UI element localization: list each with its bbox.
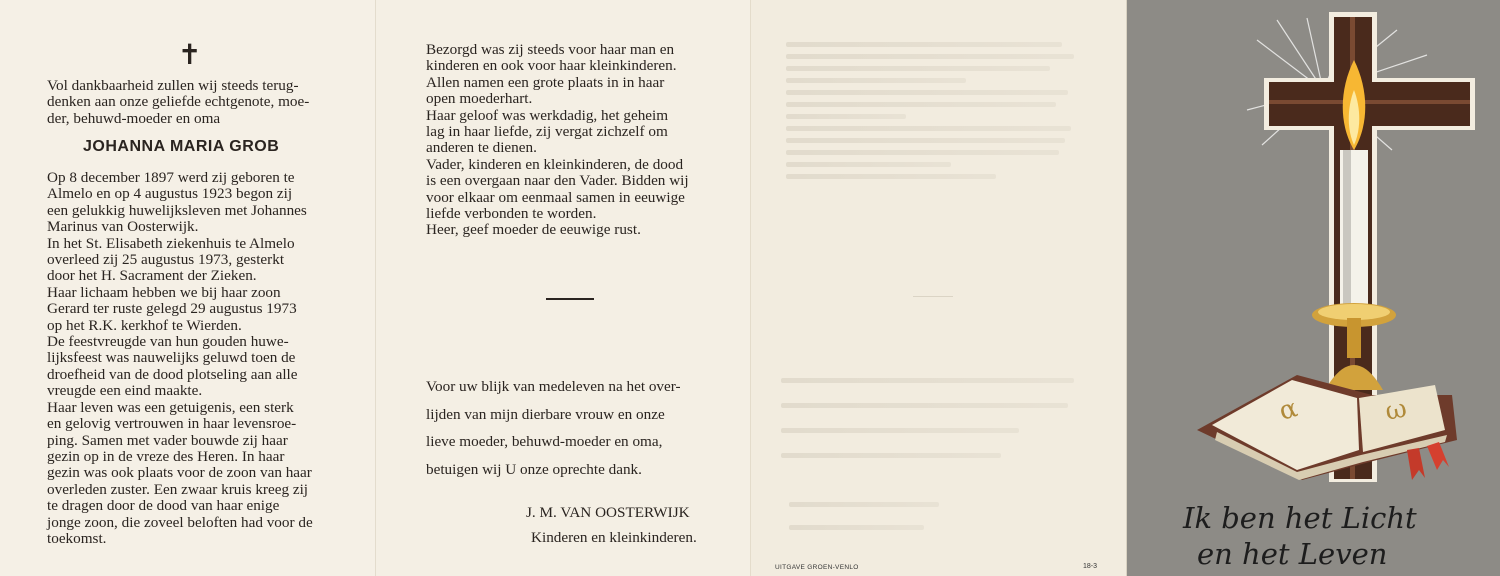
bio-line: Gerard ter ruste gelegd 29 augustus 1973: [47, 300, 297, 318]
tribute-line: Haar geloof was werkdadig, het geheim: [426, 106, 669, 124]
bio-line: jonge zoon, die zoveel beloften had voor de: [47, 513, 313, 531]
intro-line: denken aan onze geliefde echtgenote, moe-: [47, 93, 310, 111]
bio-line: op het R.K. kerkhof te Wierden.: [47, 316, 242, 334]
tribute-line: Bezorgd was zij steeds voor haar man en: [426, 41, 675, 58]
thanks-line: lieve moeder, behuwd-moeder en oma,: [426, 433, 663, 450]
cross-symbol: ✝: [178, 38, 202, 71]
svg-text:ω: ω: [1383, 393, 1410, 427]
bio-line: In het St. Elisabeth ziekenhuis te Almelo: [47, 234, 295, 252]
intro-text: [47, 78, 365, 127]
cover-motto: [1183, 500, 1483, 572]
thanks-text: [426, 373, 716, 483]
bio-line: en gelovig vertrouwen in haar levensroe-: [47, 415, 297, 433]
show-through-rule: [913, 296, 953, 297]
thanks-line: Voor uw blijk van medeleven na het over-: [426, 378, 681, 395]
intro-line: Vol dankbaarheid zullen wij steeds terug-: [47, 77, 299, 94]
intro-line: der, behuwd-moeder en oma: [47, 109, 221, 127]
bio-line: Almelo en op 4 augustus 1923 begon zij: [47, 185, 293, 203]
bio-line: ping. Samen met vader bouwde zij haar: [47, 431, 288, 449]
bio-line: door het H. Sacrament der Zieken.: [47, 267, 257, 285]
deceased-name: JOHANNA MARIA GROB: [83, 138, 280, 155]
page-left: [0, 0, 375, 576]
publisher-imprint: UITGAVE GROEN-VENLO: [775, 564, 859, 571]
thanks-line: lijden van mijn dierbare vrouw en onze: [426, 405, 665, 423]
bio-line: overleed zij 25 augustus 1973, gesterkt: [47, 251, 285, 269]
bio-line: overleden zuster. Een zwaar kruis kreeg zij: [47, 480, 309, 498]
bio-line: vreugde een eind maakte.: [47, 382, 203, 400]
tribute-line: open moederhart.: [426, 90, 533, 108]
motto-line-2: en het Leven: [1197, 537, 1388, 571]
cover-illustration: [1127, 0, 1500, 576]
thanks-line: betuigen wij U onze oprechte dank.: [426, 460, 642, 478]
signature-sub: Kinderen en kleinkinderen.: [531, 529, 697, 546]
page-middle: [375, 0, 750, 576]
signature-block: [526, 500, 716, 550]
bio-line: De feestvreugde van hun gouden huwe-: [47, 333, 289, 351]
tribute-line: is een overgaan naar den Vader. Bidden wij: [426, 172, 689, 190]
motto-line-1: Ik ben het Licht: [1183, 501, 1417, 535]
bio-line: droefheid van de dood plotseling aan alle: [47, 365, 298, 383]
signature-name: J. M. VAN OOSTERWIJK: [526, 504, 690, 521]
svg-text:α: α: [1276, 393, 1301, 427]
bio-line: Op 8 december 1897 werd zij geboren te: [47, 169, 295, 186]
bio-line: Haar leven was een getuigenis, een sterk: [47, 398, 294, 416]
page-cover: [1126, 0, 1500, 576]
tribute-line: Vader, kinderen en kleinkinderen, de dood: [426, 155, 684, 173]
open-book-icon: [1197, 375, 1457, 480]
tribute-line: Heer, geef moeder de eeuwige rust.: [426, 221, 641, 239]
tribute-text: [426, 42, 716, 239]
tribute-line: voor elkaar om eenmaal samen in eeuwige: [426, 188, 685, 206]
bio-line: gezin op in de vreze des Heren. In haar: [47, 447, 285, 465]
tribute-line: lag in haar liefde, zij vergat zichzelf om: [426, 123, 668, 141]
show-through-thanks: [781, 378, 1086, 465]
bio-line: Marinus van Oosterwijk.: [47, 218, 199, 236]
bio-line: een gelukkig huwelijksleven met Johannes: [47, 201, 307, 219]
tribute-line: Allen namen een grote plaats in in haar: [426, 73, 665, 91]
bio-line: gezin was ook plaats voor de zoon van haar: [47, 464, 312, 482]
bio-line: Haar lichaam hebben we bij haar zoon: [47, 283, 281, 301]
bio-line: toekomst.: [47, 529, 107, 547]
tribute-line: anderen te dienen.: [426, 139, 537, 157]
tribute-line: kinderen en ook voor haar kleinkinderen.: [426, 57, 677, 75]
show-through-text: [786, 42, 1086, 186]
divider: [546, 298, 594, 300]
card-code: 18-3: [1083, 563, 1098, 570]
biography-text: [47, 170, 365, 547]
show-through-signature: [789, 502, 939, 537]
bio-line: te dragen door de dood van haar enige: [47, 497, 280, 515]
page-back: [750, 0, 1126, 576]
tribute-line: liefde verbonden te worden.: [426, 205, 597, 223]
bio-line: lijksfeest was nauwelijks geluwd toen de: [47, 349, 296, 367]
